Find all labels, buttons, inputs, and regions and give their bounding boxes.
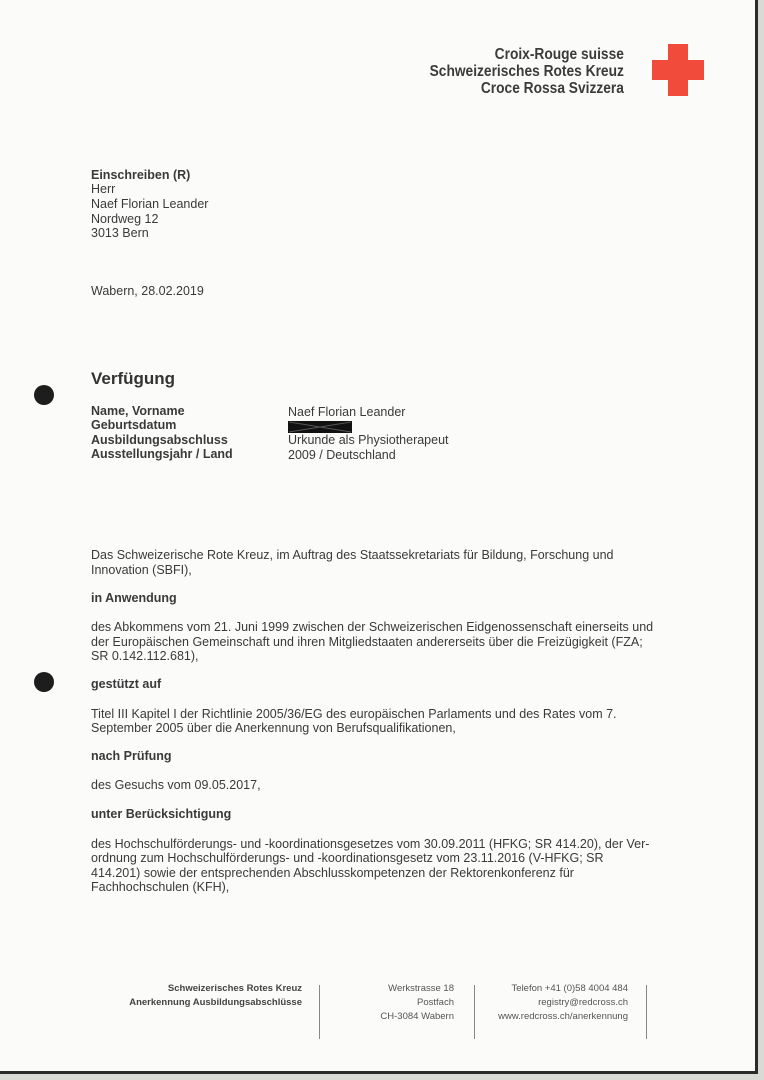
red-cross-icon	[652, 44, 704, 96]
year-value: 2009 / Deutschland	[288, 448, 396, 462]
paragraph-3-line-1: des Gesuchs vom 09.05.2017,	[91, 778, 261, 792]
footer-phone: Telefon +41 (0)58 4004 484	[511, 983, 628, 994]
paragraph-2-line-2: September 2005 über die Anerkennung von Berufsqualifikationen,	[91, 721, 456, 735]
mail-type: Einschreiben (R)	[91, 168, 191, 182]
redacted-birthdate	[288, 421, 352, 433]
paragraph-4-line-2: ordnung zum Hochschulförderungs- und -koordinationsgesetz vom 23.11.2016 (V-HFKG; SR	[91, 851, 604, 865]
punch-hole-bottom	[34, 672, 54, 692]
footer-website: www.redcross.ch/anerkennung	[498, 1011, 628, 1022]
footer-address-city: CH-3084 Wabern	[380, 1011, 454, 1022]
footer-address-street: Werkstrasse 18	[388, 983, 454, 994]
intro-line-2: Innovation (SBFI),	[91, 563, 192, 577]
footer-address-postbox: Postfach	[417, 997, 454, 1008]
paragraph-4-line-3: 414.201) sowie der entsprechenden Abschlusskompetenzen der Rektorenkonferenz für	[91, 866, 574, 880]
paragraph-1-line-2: der Europäischen Gemeinschaft und ihren Mitgliedstaaten andererseits über die Freizügigkeit (FZA;	[91, 635, 643, 649]
recipient-salutation: Herr	[91, 182, 116, 196]
footer-divider-2	[474, 985, 475, 1039]
paragraph-1-line-1: des Abkommens vom 21. Juni 1999 zwischen der Schweizerischen Eidgenossenschaft einerseits und	[91, 620, 654, 634]
intro-line-1: Das Schweizerische Rote Kreuz, im Auftrag des Staatssekretariats für Bildung, Forschung und	[91, 548, 614, 562]
year-label: Ausstellungsjahr / Land	[91, 447, 233, 461]
heading-in-anwendung: in Anwendung	[91, 591, 177, 605]
logo-line-de: Schweizerisches Rotes Kreuz	[429, 63, 624, 80]
degree-value: Urkunde als Physiotherapeut	[288, 433, 449, 447]
punch-hole-top	[34, 385, 54, 405]
name-value: Naef Florian Leander	[288, 405, 406, 419]
paragraph-2-line-1: Titel III Kapitel I der Richtlinie 2005/36/EG des europäischen Parlaments und des Rates vom 7.	[91, 707, 617, 721]
heading-unter-beruecksichtigung: unter Berücksichtigung	[91, 807, 232, 821]
footer-email: registry@redcross.ch	[538, 997, 628, 1008]
logo-line-fr: Croix-Rouge suisse	[494, 46, 624, 63]
logo-text	[430, 46, 624, 97]
footer-divider-3	[646, 985, 647, 1039]
footer-org-dept: Anerkennung Ausbildungsabschlüsse	[129, 997, 302, 1008]
heading-gestuetzt-auf: gestützt auf	[91, 677, 162, 691]
paragraph-4-line-4: Fachhochschulen (KFH),	[91, 880, 230, 894]
recipient-city: 3013 Bern	[91, 226, 149, 240]
degree-label: Ausbildungsabschluss	[91, 433, 228, 447]
footer-divider-1	[319, 985, 320, 1039]
birth-label: Geburtsdatum	[91, 418, 177, 432]
name-label: Name, Vorname	[91, 404, 185, 418]
paragraph-4-line-1: des Hochschulförderungs- und -koordinationsgesetzes vom 30.09.2011 (HFKG; SR 414.20), der Ver-	[91, 837, 650, 851]
document-title: Verfügung	[91, 369, 176, 388]
recipient-name: Naef Florian Leander	[91, 197, 209, 211]
paragraph-1-line-3: SR 0.142.112.681),	[91, 649, 199, 663]
date-line: Wabern, 28.02.2019	[91, 284, 204, 298]
heading-nach-pruefung: nach Prüfung	[91, 749, 172, 763]
footer-org-name: Schweizerisches Rotes Kreuz	[167, 983, 302, 994]
recipient-street: Nordweg 12	[91, 212, 159, 226]
logo-line-it: Croce Rossa Svizzera	[480, 80, 624, 97]
